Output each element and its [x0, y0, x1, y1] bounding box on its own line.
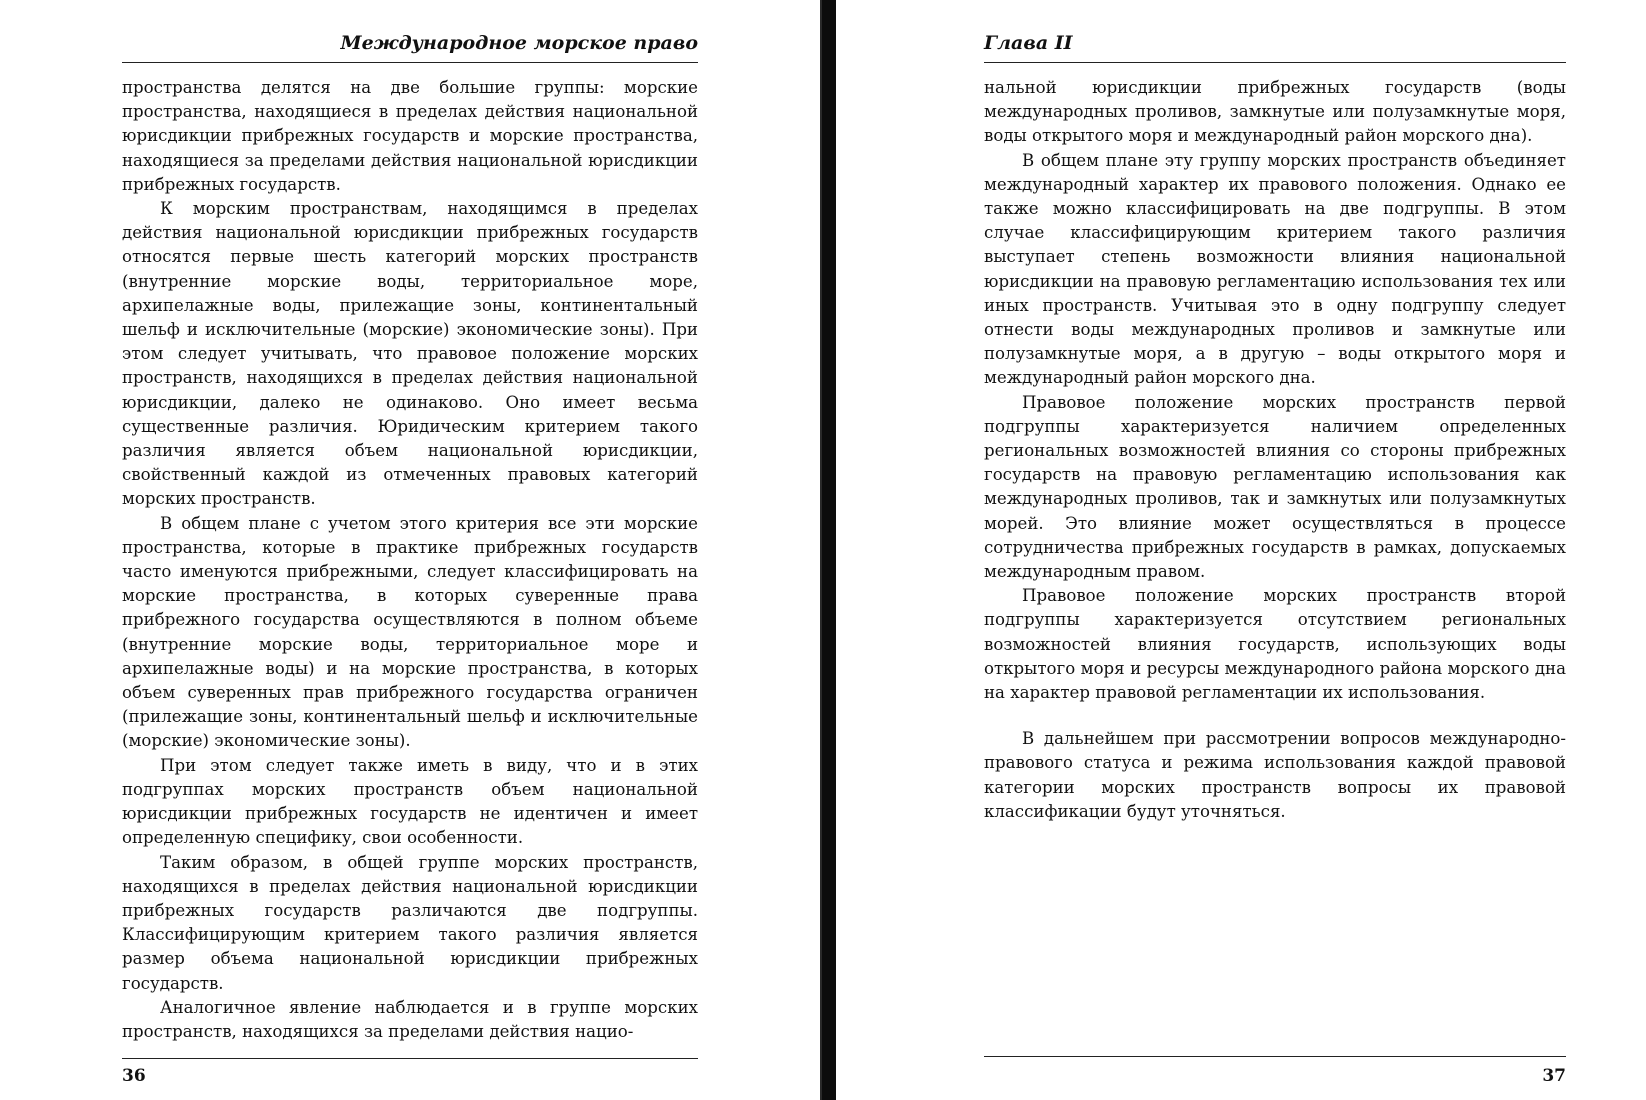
paragraph: В дальнейшем при рассмотрении вопросов международно-правового статуса и режима использования каждой правовой категории морских пространств вопросы их правовой классификации будут уточняться. [984, 729, 1566, 821]
page-number: 36 [122, 1066, 146, 1086]
page-body [122, 76, 698, 1044]
running-header: Глава II [984, 32, 1566, 63]
page-number: 37 [1542, 1066, 1566, 1086]
paragraph: При этом следует также иметь в виду, что и в этих подгруппах морских пространств объем национальной юрисдикции прибрежных государств не идентичен и имеет определенную специфику, свои особенности. [122, 755, 698, 848]
paragraph: К морским пространствам, находящимся в пределах действия национальной юрисдикции прибрежных государств относятся первые шесть категорий морских пространств (внутренние морские воды, территориальное море, архипелажные воды, прилежащие зоны, континентальный шельф и исключительные (морские) экономические зоны). При этом следует учитывать, что правовое положение морских пространств, находящихся в пределах действия национальной юрисдикции, далеко не одинаково. Оно имеет весьма существенные различия. Юридическим критерием такого различия является объем национальной юрисдикции, свойственный каждой из отмеченных правовых категорий морских пространств. [122, 199, 698, 509]
right-page [984, 0, 1566, 1100]
footer-rule [984, 1056, 1566, 1057]
paragraph: В общем плане эту группу морских пространств объединяет международный характер их правового положения. Однако ее также можно классифицировать на две подгруппы. В этом случае классифицирующим критерием такого различия выступает степень возможности влияния национальной юрисдикции на правовую регламентацию использования тех или иных пространств. Учитывая это в одну подгруппу следует отнести воды международных проливов и замкнутые или полузамкнутые моря, а в другую – воды открытого моря и международный район морского дна. [984, 150, 1566, 388]
paragraph: Правовое положение морских пространств второй подгруппы характеризуется отсутствием региональных возможностей влияния государств, использующих воды открытого моря и ресурсы международного района морского дна на характер правовой регламентации их использования. [984, 586, 1566, 703]
running-header: Международное морское право [122, 32, 698, 63]
paragraph: Правовое положение морских пространств первой подгруппы характеризуется наличием определенных региональных возможностей влияния со стороны прибрежных государств на правовую регламентацию использования как международных проливов, так и замкнутых или полузамкнутых морей. Это влияние может осуществляться в процессе сотрудничества прибрежных государств в рамках, допускаемых международным правом. [984, 392, 1566, 582]
paragraph: Таким образом, в общей группе морских пространств, находящихся в пределах действия национальной юрисдикции прибрежных государств различаются две подгруппы. Классифицирующим критерием такого различия является размер объема национальной юрисдикции прибрежных государств. [122, 852, 698, 993]
paragraph: пространства делятся на две большие группы: морские пространства, находящиеся в пределах действия национальной юрисдикции прибрежных государств и морские пространства, находящиеся за пределами действия национальной юрисдикции прибрежных государств. [122, 78, 698, 194]
page-body [984, 76, 1566, 824]
book-spine [822, 0, 836, 1100]
footer-rule [122, 1058, 698, 1059]
paragraph: В общем плане с учетом этого критерия все эти морские пространства, которые в практике прибрежных государств часто именуются прибрежными, следует классифицировать на морские пространства, в которых суверенные права прибрежного государства осуществляются в полном объеме (внутренние морские воды, территориальное море и архипелажные воды) и на морские пространства, в которых объем суверенных прав прибрежного государства ограничен (прилежащие зоны, континентальный шельф и исключительные (морские) экономические зоны). [122, 513, 698, 751]
paragraph: нальной юрисдикции прибрежных государств (воды международных проливов, замкнутые или полузамкнутые моря, воды открытого моря и международный район морского дна). [984, 78, 1566, 146]
paragraph: Аналогичное явление наблюдается и в группе морских пространств, находящихся за пределами действия нацио- [122, 997, 698, 1041]
left-page [122, 0, 698, 1100]
